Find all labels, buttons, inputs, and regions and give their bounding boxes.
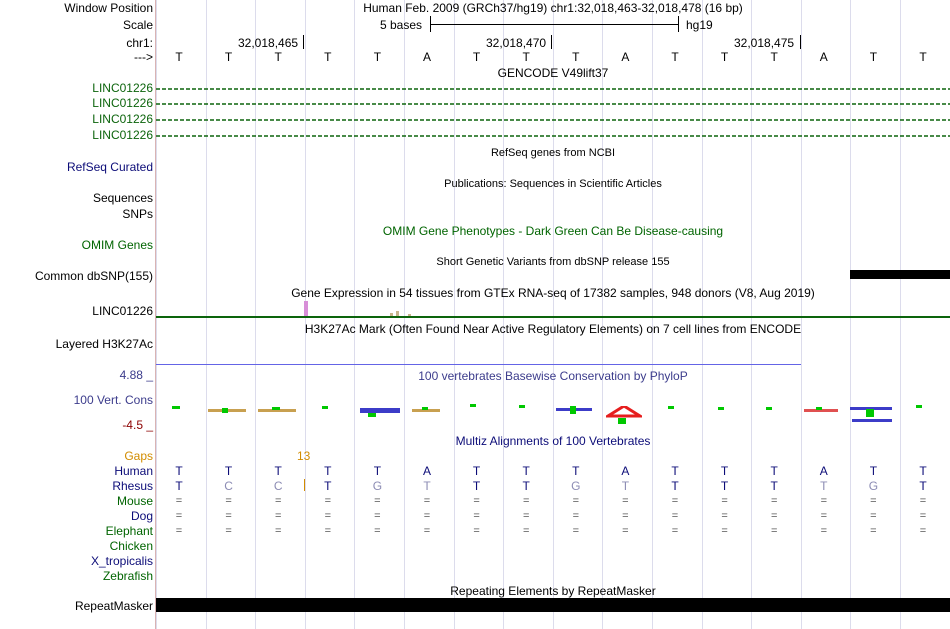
alignment-base: T: [373, 464, 382, 478]
repeat-track-title: Repeating Elements by RepeatMasker: [450, 584, 656, 598]
gencode-track-title: GENCODE V49lift37: [497, 66, 609, 80]
alignment-base: T: [224, 464, 233, 478]
alignment-base: =: [770, 495, 778, 507]
gencode-gene-label[interactable]: LINC01226: [92, 96, 153, 110]
alignment-base: A: [422, 464, 431, 478]
alignment-base: A: [621, 464, 630, 478]
alignment-base: =: [919, 510, 927, 522]
scale-assembly: hg19: [686, 18, 713, 32]
alignment-base: =: [770, 525, 778, 537]
h3k27ac-track-title: H3K27Ac Mark (Often Found Near Active Regulatory Elements) on 7 cell lines from ENCODE: [304, 322, 802, 336]
omim-track-label[interactable]: OMIM Genes: [81, 238, 153, 252]
alignment-base: =: [622, 510, 629, 522]
gencode-gene-label[interactable]: LINC01226: [92, 128, 153, 142]
sequence-base: T: [324, 50, 332, 64]
alignment-base: =: [572, 495, 580, 507]
alignment-base: =: [820, 510, 828, 522]
alignment-base: T: [671, 479, 679, 493]
alignment-base: =: [225, 510, 232, 522]
alignment-base: T: [175, 479, 183, 493]
alignment-base: T: [324, 479, 332, 493]
alignment-base: =: [522, 495, 530, 507]
sequence-base: A: [621, 50, 630, 64]
alignment-base: T: [770, 479, 778, 493]
gencode-gene-label[interactable]: LINC01226: [92, 112, 153, 126]
alignment-base: =: [919, 495, 927, 507]
alignment-base: T: [572, 464, 580, 478]
alignment-base: =: [473, 525, 480, 537]
gaps-label[interactable]: Gaps: [124, 449, 153, 463]
alignment-base: T: [919, 479, 927, 493]
alignment-base: T: [423, 479, 431, 493]
gencode-transcript[interactable]: [156, 98, 950, 108]
sequence-base: A: [819, 50, 828, 64]
scale-value: 5 bases: [380, 18, 423, 32]
alignment-base: T: [522, 479, 530, 493]
species-label[interactable]: Zebrafish: [102, 569, 153, 583]
coord-label: 32,018,465: [238, 36, 299, 50]
alignment-base: =: [473, 510, 480, 522]
gtex-tissue-bar[interactable]: [396, 311, 399, 316]
alignment-base: T: [621, 479, 630, 493]
sequence-base: T: [522, 50, 530, 64]
cons-max-label: 4.88 _: [119, 368, 153, 382]
alignment-base: =: [572, 525, 580, 537]
refseq-track-label[interactable]: RefSeq Curated: [66, 160, 153, 174]
alignment-base: =: [721, 525, 728, 537]
h3k27ac-track-label[interactable]: Layered H3K27Ac: [55, 337, 153, 351]
sequence-base: T: [224, 50, 233, 64]
gtex-tissue-bar[interactable]: [390, 313, 393, 316]
species-label[interactable]: Rhesus: [112, 479, 153, 493]
alignment-base: C: [224, 479, 233, 493]
gencode-transcript[interactable]: [156, 114, 950, 124]
sequence-base: T: [373, 50, 382, 64]
alignment-base: =: [870, 495, 877, 507]
alignment-base: T: [720, 464, 729, 478]
alignment-base: =: [324, 525, 332, 537]
alignment-base: A: [819, 464, 828, 478]
alignment-base: T: [175, 464, 183, 478]
gtex-tissue-bar[interactable]: [304, 301, 308, 316]
alignment-base: G: [571, 479, 581, 493]
alignment-base: G: [372, 479, 383, 493]
alignment-base: =: [820, 495, 828, 507]
gencode-transcript[interactable]: [156, 130, 950, 140]
sequence-base: T: [720, 50, 729, 64]
dbsnp-track-title: Short Genetic Variants from dbSNP release 155: [436, 256, 670, 268]
publications-track-title: Publications: Sequences in Scientific Articles: [444, 178, 662, 190]
alignment-base: =: [374, 495, 381, 507]
sequence-base: T: [572, 50, 580, 64]
alignment-base: T: [720, 479, 729, 493]
coord-label: 32,018,475: [734, 36, 795, 50]
alignment-base: C: [273, 479, 283, 493]
alignment-base: =: [225, 525, 232, 537]
species-label[interactable]: Human: [114, 464, 153, 478]
alignment-base: T: [671, 464, 679, 478]
sequence-base: T: [175, 50, 183, 64]
alignment-base: =: [671, 495, 679, 507]
gtex-track-label[interactable]: LINC01226: [92, 304, 153, 318]
gap-count: 13: [297, 449, 311, 463]
alignment-base: =: [374, 525, 381, 537]
h3k27ac-signal[interactable]: [156, 364, 801, 365]
sequence-base: T: [671, 50, 679, 64]
alignment-base: =: [274, 525, 282, 537]
cons-track-label[interactable]: 100 Vert. Cons: [73, 393, 153, 407]
alignment-base: T: [274, 464, 282, 478]
alignment-base: =: [423, 510, 431, 522]
sequence-base: A: [422, 50, 431, 64]
sequence-base: T: [472, 50, 481, 64]
alignment-base: =: [870, 510, 877, 522]
alignment-base: =: [473, 495, 480, 507]
species-label[interactable]: X_tropicalis: [90, 554, 153, 568]
alignment-base: =: [671, 525, 679, 537]
alignment-base: =: [622, 495, 629, 507]
dbsnp-variant[interactable]: [850, 270, 950, 279]
omim-track-title: OMIM Gene Phenotypes - Dark Green Can Be Disease-causing: [382, 224, 724, 238]
species-label[interactable]: Mouse: [116, 494, 153, 508]
alignment-base: =: [522, 510, 530, 522]
alignment-base: =: [423, 525, 431, 537]
alignment-base: =: [324, 495, 332, 507]
label-divider: [155, 0, 156, 629]
scale-label: Scale: [122, 18, 153, 32]
alignment-base: =: [225, 495, 232, 507]
alignment-base: =: [423, 495, 431, 507]
gtex-track-title: Gene Expression in 54 tissues from GTEx RNA-seq of 17382 samples, 948 donors (V8, Aug 2019): [291, 286, 815, 300]
alignment-base: T: [472, 464, 481, 478]
gap-marker: [304, 479, 305, 491]
strand-label: --->: [134, 50, 153, 64]
sequence-base: T: [919, 50, 927, 64]
snps-track-label[interactable]: SNPs: [122, 207, 153, 221]
alignment-base: =: [721, 510, 728, 522]
alignment-base: =: [820, 525, 828, 537]
alignment-base: G: [868, 479, 879, 493]
gencode-transcript[interactable]: [156, 83, 950, 93]
alignment-base: T: [472, 479, 481, 493]
species-label[interactable]: Elephant: [105, 524, 153, 538]
coord-label: 32,018,470: [486, 36, 547, 50]
dbsnp-track-label[interactable]: Common dbSNP(155): [34, 269, 153, 283]
window-position-value: Human Feb. 2009 (GRCh37/hg19) chr1:32,018,463-32,018,478 (16 bp): [363, 1, 743, 15]
alignment-base: T: [919, 464, 927, 478]
alignment-base: =: [274, 495, 282, 507]
gencode-gene-label[interactable]: LINC01226: [92, 81, 153, 95]
alignment-base: =: [770, 510, 778, 522]
alignment-base: =: [175, 495, 183, 507]
refseq-track-title: RefSeq genes from NCBI: [490, 147, 616, 159]
alignment-base: =: [324, 510, 332, 522]
alignment-base: =: [175, 510, 183, 522]
alignment-base: T: [770, 464, 778, 478]
alignment-base: =: [919, 525, 927, 537]
alignment-base: T: [869, 464, 878, 478]
species-label[interactable]: Dog: [130, 509, 153, 523]
chrom-label: chr1:: [126, 36, 153, 50]
sequence-base: T: [770, 50, 778, 64]
alignment-base: =: [274, 510, 282, 522]
multiz-track-title: Multiz Alignments of 100 Vertebrates: [455, 434, 651, 448]
alignment-base: =: [522, 525, 530, 537]
sequence-base: T: [274, 50, 282, 64]
alignment-base: =: [175, 525, 183, 537]
sequence-base: T: [869, 50, 878, 64]
window-position-label: Window Position: [64, 1, 153, 15]
gtex-gene-line[interactable]: [156, 316, 950, 318]
alignment-base: =: [622, 525, 629, 537]
alignment-base: =: [721, 495, 728, 507]
cons-min-label: -4.5 _: [122, 418, 153, 432]
cons-track-title: 100 vertebrates Basewise Conservation by PhyloP: [418, 369, 688, 383]
repeat-track-label[interactable]: RepeatMasker: [74, 599, 153, 613]
sequences-track-label[interactable]: Sequences: [92, 191, 153, 205]
alignment-base: T: [522, 464, 530, 478]
alignment-base: T: [820, 479, 828, 493]
repeat-element[interactable]: [156, 598, 950, 612]
alignment-base: =: [572, 510, 580, 522]
species-label[interactable]: Chicken: [109, 539, 153, 553]
alignment-base: =: [671, 510, 679, 522]
alignment-base: =: [374, 510, 381, 522]
gtex-tissue-bar[interactable]: [408, 314, 411, 316]
alignment-base: T: [324, 464, 332, 478]
alignment-base: =: [870, 525, 877, 537]
